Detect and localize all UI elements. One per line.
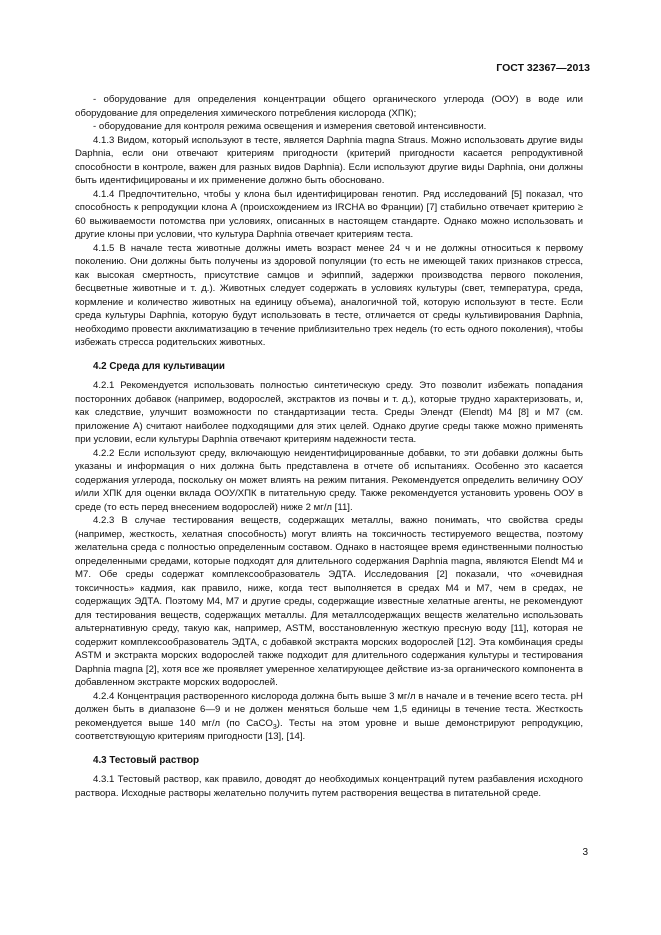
paragraph: 4.2.3 В случае тестирования веществ, содержащих металлы, важно понимать, что свойства среды (например, жесткость, хелатная способность) могут влиять на токсичность тестируемого вещества, поэтому желательна среда с полностью определенным составом. Однако в настоящее время единственными полностью определенными средами, которые подходят для длительного содержания Daphnia magna, являются Elendt M4 и M7. Обе среды содержат комплексообразователь ЭДТА. Исследования [2] показали, что «очевидная токсичность» кадмия, как правило, ниже, когда тест выполняется в средах М4 и М7, чем в средах, не содержащих ЭДТА. Поэтому М4, М7 и другие среды, содержащие известные хелатные агенты, не рекомендуют для тестирования веществ, содержащих металлы. Для металлсодержащих веществ желательно использовать альтернативную среду, такую как, например, ASTM, восстановленную жесткую пресную воду [11], которая не содержит комплексообразователь ЭДТА, с добавкой экстракта морских водорослей [12]. Эта комбинация среды ASTM и экстракта морских водорослей также подходит для длительного содержания культуры и тестирования Daphnia magna [2], хотя все же проявляет умеренное хелатирующее действие из-за органического компонента в добавленном экстракте морских водорослей. (75, 515, 583, 688)
document-code: ГОСТ 32367—2013 (496, 62, 590, 74)
paragraph: 4.2.1 Рекомендуется использовать полностью синтетическую среду. Это позволит избежать попадания посторонних добавок (например, водорослей, экстрактов из почвы и т. д.), которые трудно характеризовать, и, как следствие, улучшит возможности по стандартизации теста. Среды Элендт (Elendt) М4 [8] и М7 (см. приложение А) считают наиболее подходящими для этих целей. Однако другие среды также можно применять при условии, если культуры Daphnia отвечают критериям надежности теста. (75, 380, 583, 445)
paragraph: - оборудование для контроля режима освещения и измерения световой интенсивности. (93, 121, 487, 132)
subscript: 3 (272, 723, 277, 731)
text-run: ). Тесты на этом уровне и выше демонстрируют репродукцию, соответствующую критериям пригодности [13], [14]. (75, 717, 583, 742)
section-heading-4-3: 4.3 Тестовый раствор (93, 754, 199, 766)
page-body (75, 93, 583, 800)
paragraph: 4.1.4 Предпочтительно, чтобы у клона был идентифицирован генотип. Ряд исследований [5] показал, что способность к репродукции клона А (происхождением из IRCHA во Франции) [7] стабильно отвечает критерию ≥ 60 выживаемости потомства при условиях, описанных в настоящем стандарте. Однако можно использовать и другие клоны при условии, что культура Daphnia отвечает критериям теста. (75, 188, 583, 240)
paragraph: - оборудование для определения концентрации общего органического углерода (ООУ) в воде или оборудование для определения химического потребления кислорода (ХПК); (75, 94, 583, 119)
section-heading-4-2: 4.2 Среда для культивации (93, 360, 225, 372)
page-number: 3 (582, 847, 588, 858)
text-run: 4.2.4 Концентрация растворенного кислорода должна быть выше 3 мг/л в начале и в течение всего теста. pH должен быть в диапазоне 6—9 и не должен меняться больше чем 1,5 единицы в течение теста. Жесткость рекомендуется выше 140 мг/л (по CaCO (75, 690, 583, 729)
paragraph: 4.3.1 Тестовый раствор, как правило, доводят до необходимых концентраций путем разбавления исходного раствора. Исходные растворы желательно получить путем растворения вещества в питательной среде. (75, 774, 583, 799)
paragraph: 4.2.2 Если используют среду, включающую неидентифицированные добавки, то эти добавки должны быть указаны и информация о них должна быть представлена в отчете об испытаниях. Особенно это касается содержания углерода, поскольку он может влиять на режим питания. Рекомендуется определить величину ООУ и/или ХПК для оценки вклада ООУ/ХПК в питательную среду. Также рекомендуется установить уровень ООУ в среде (то есть перед внесением водорослей) ниже 2 мг/л [11]. (75, 447, 583, 513)
paragraph: 4.1.3 Видом, который используют в тесте, является Daphnia magna Straus. Можно использовать другие виды Daphnia, если они отвечают критериям пригодности (критерий пригодности касается репродуктивной способности в контроле, важен для разных видов Daphnia). Если используют другие виды Daphnia, они должны быть идентифицированы и их применение должно быть обосновано. (75, 134, 583, 186)
paragraph: 4.1.5 В начале теста животные должны иметь возраст менее 24 ч и не должны относиться к первому поколению. Они должны быть получены из здоровой популяции (то есть не имеющей таких признаков стресса, как высокая смертность, присутствие самцов и эфиппий, задержки производства первого поколения, бесцветные животные и т. д.). Животных следует содержать в условиях культуры (свет, температура, среда, кормление и количество животных на единицу объема), аналогичной той, которую используют в тесте. Если среда культуры Daphnia, которую будут использовать в тесте, отличается от среды культивирования Daphnia, необходимо провести акклиматизацию в течение приблизительно трех недель (то есть одного поколения), чтобы избежать стресса родительских животных. (75, 242, 583, 348)
paragraph-4-2-4 (75, 690, 583, 744)
